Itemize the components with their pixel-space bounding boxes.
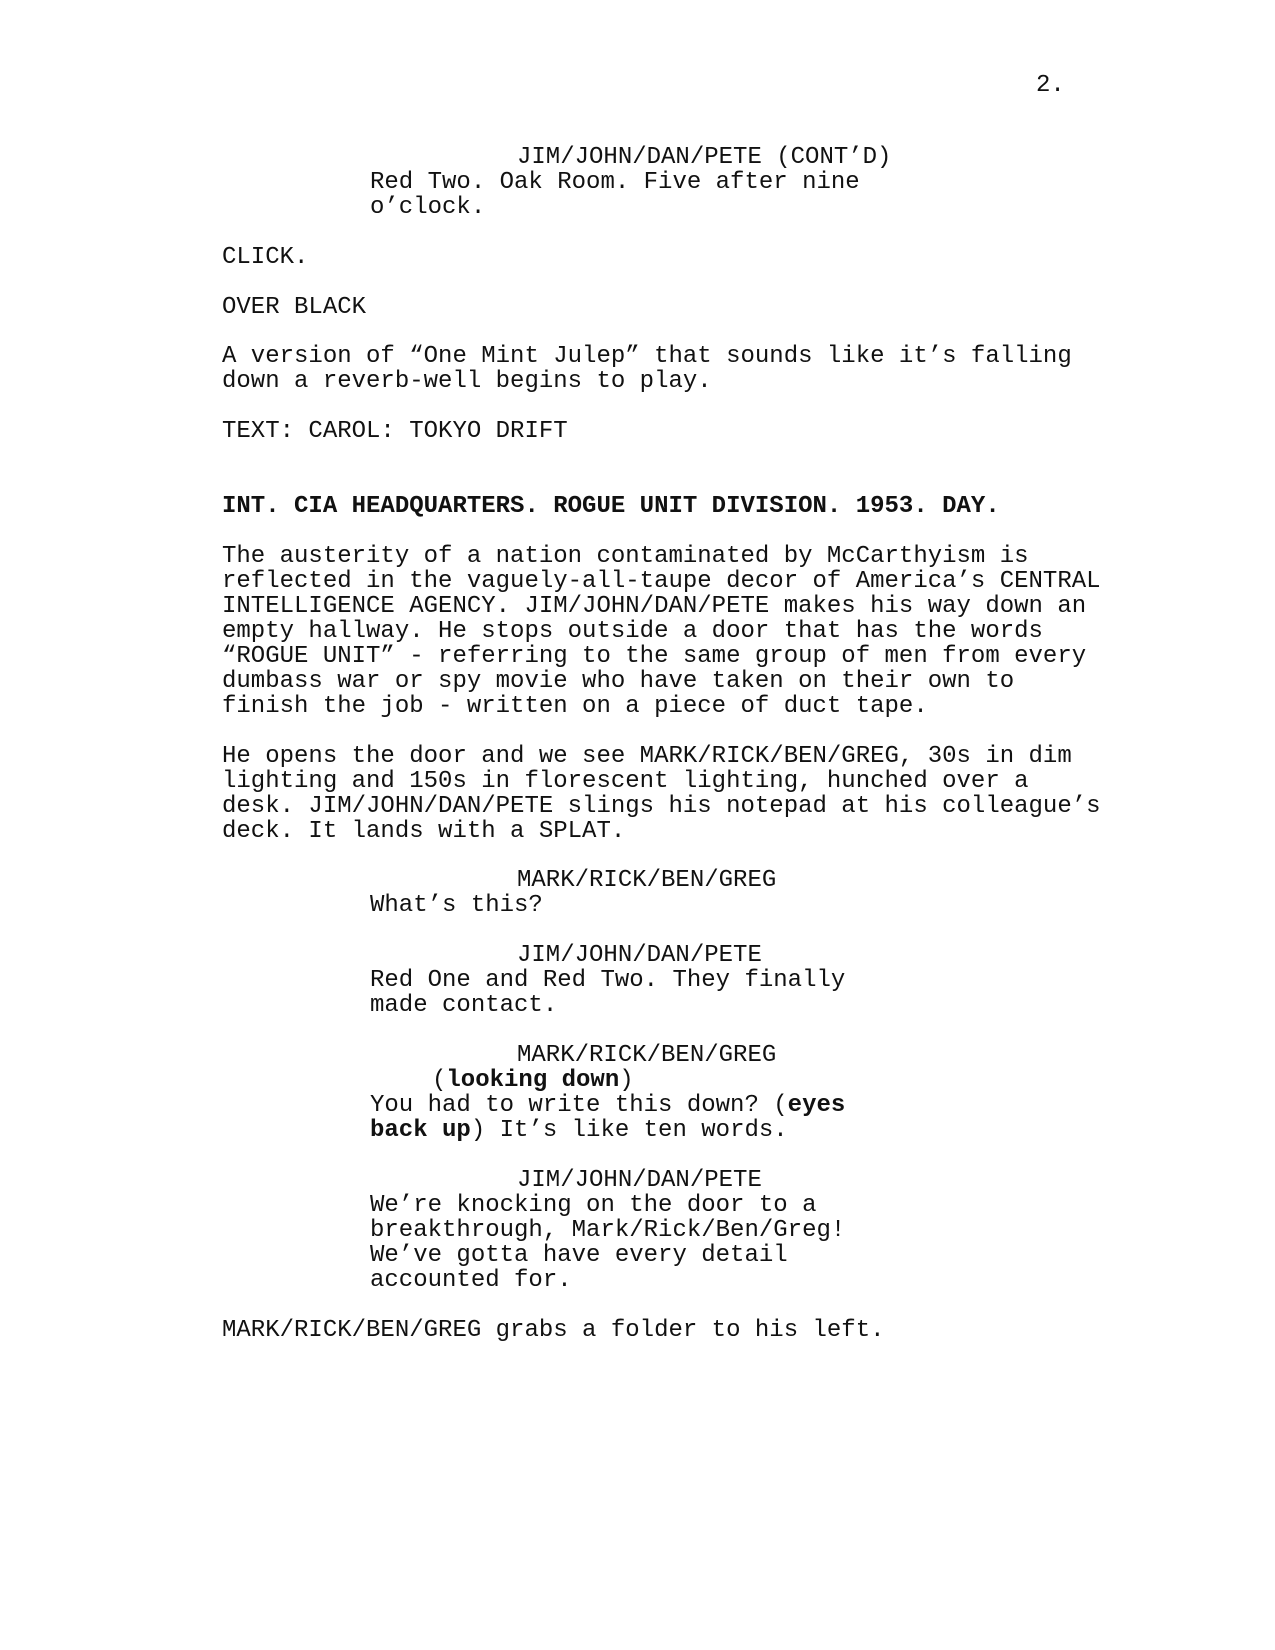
action-line: The austerity of a nation contaminated by McCarthyism is — [222, 543, 1029, 570]
dialogue-line — [370, 1118, 788, 1143]
paren-close: ) — [619, 1067, 634, 1094]
dialogue-line: made contact. — [370, 992, 558, 1019]
dialogue-line: breakthrough, Mark/Rick/Ben/Greg! — [370, 1217, 846, 1244]
parenthetical — [432, 1068, 634, 1093]
dialogue-line: We’re knocking on the door to a — [370, 1192, 817, 1219]
paren-direction: looking down — [446, 1067, 620, 1094]
inline-direction: eyes — [787, 1092, 846, 1119]
dialogue-text: ) It’s like ten words. — [470, 1117, 788, 1144]
dialogue-line — [370, 1093, 845, 1118]
dialogue-line: Red Two. Oak Room. Five after nine — [370, 169, 860, 196]
action-line: CLICK. — [222, 244, 309, 271]
inline-direction: back up — [370, 1117, 471, 1144]
action-line: finish the job - written on a piece of duct tape. — [222, 693, 928, 720]
action-line: lighting and 150s in florescent lighting, hunched over a — [222, 768, 1029, 795]
action-line: “ROGUE UNIT” - referring to the same group of men from every — [222, 643, 1087, 670]
dialogue-line: What’s this? — [370, 892, 543, 919]
dialogue-line: o’clock. — [370, 194, 486, 221]
dialogue-text: You had to write this down? ( — [370, 1092, 788, 1119]
page-number: 2. — [1036, 72, 1065, 99]
action-line: MARK/RICK/BEN/GREG grabs a folder to his left. — [222, 1317, 885, 1344]
paren-open: ( — [432, 1067, 447, 1094]
character-cue: JIM/JOHN/DAN/PETE (CONT’D) — [517, 144, 892, 171]
character-cue: MARK/RICK/BEN/GREG — [517, 867, 777, 894]
action-line: empty hallway. He stops outside a door that has the words — [222, 618, 1043, 645]
scene-heading: INT. CIA HEADQUARTERS. ROGUE UNIT DIVISION. 1953. DAY. — [222, 493, 1000, 520]
dialogue-line: accounted for. — [370, 1267, 572, 1294]
action-line: He opens the door and we see MARK/RICK/BEN/GREG, 30s in dim — [222, 743, 1072, 770]
action-line: dumbass war or spy movie who have taken on their own to — [222, 668, 1015, 695]
action-line: OVER BLACK — [222, 294, 367, 321]
character-cue: MARK/RICK/BEN/GREG — [517, 1042, 777, 1069]
dialogue-line: Red One and Red Two. They finally — [370, 967, 846, 994]
action-line: INTELLIGENCE AGENCY. JIM/JOHN/DAN/PETE makes his way down an — [222, 593, 1087, 620]
dialogue-line: We’ve gotta have every detail — [370, 1242, 788, 1269]
action-line: A version of “One Mint Julep” that sounds like it’s falling — [222, 343, 1072, 370]
action-line: down a reverb-well begins to play. — [222, 368, 712, 395]
action-line: TEXT: CAROL: TOKYO DRIFT — [222, 418, 568, 445]
action-line: deck. It lands with a SPLAT. — [222, 818, 626, 845]
character-cue: JIM/JOHN/DAN/PETE — [517, 1167, 762, 1194]
action-line: reflected in the vaguely-all-taupe decor of America’s CENTRAL — [222, 568, 1101, 595]
action-line: desk. JIM/JOHN/DAN/PETE slings his notepad at his colleague’s — [222, 793, 1101, 820]
character-cue: JIM/JOHN/DAN/PETE — [517, 942, 762, 969]
